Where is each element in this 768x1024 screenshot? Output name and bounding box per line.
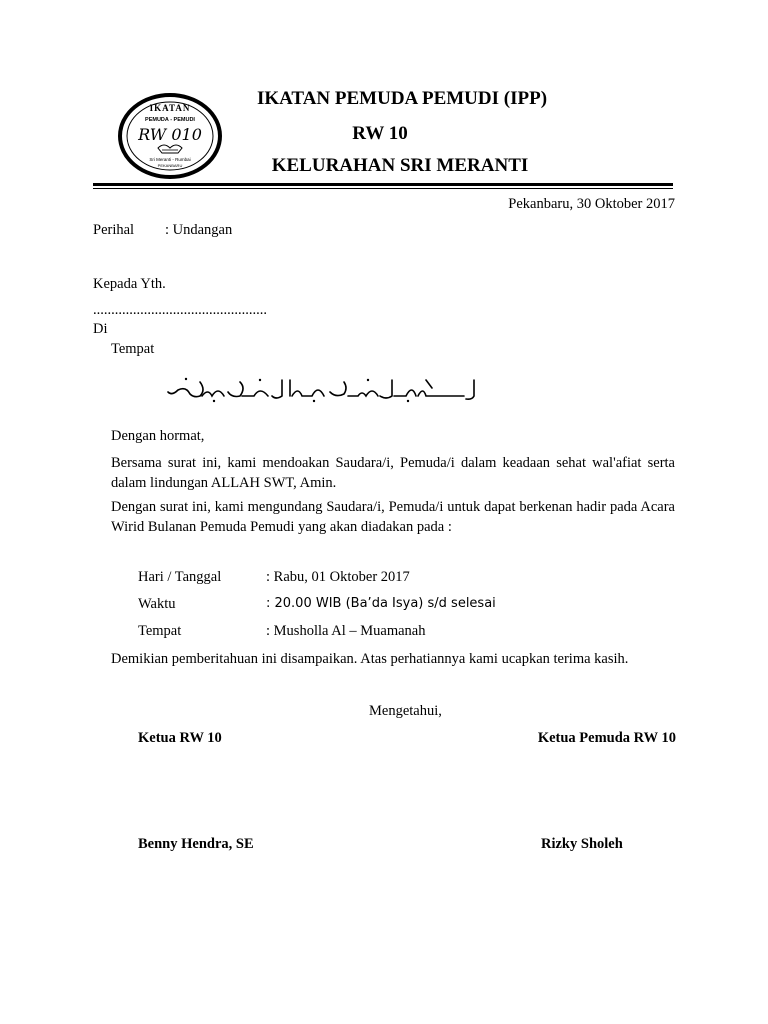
header-rule-thick [93, 183, 673, 186]
perihal-value: : Undangan [165, 222, 233, 238]
detail-label-tempat: Tempat [138, 623, 182, 639]
logo-bottom-text-1: Sri Meranti - Rumbai [149, 157, 191, 162]
detail-value-tempat: : Musholla Al – Muamanah [266, 623, 426, 639]
logo-bottom-text-2: PEKANBARU [157, 163, 183, 168]
logo-top-text: IKATAN [149, 103, 191, 113]
body-paragraph-2: Dengan surat ini, kami mengundang Saudara/i, Pemuda/i untuk dapat berkenan hadir pada Acara Wirid Bulanan Pemuda Pemudi yang akan diadakan pada : [111, 499, 675, 535]
mengetahui-label: Mengetahui, [369, 703, 442, 719]
di-label: Di [93, 321, 108, 337]
detail-value-waktu: : 20.00 WIB (Ba’da Isya) s/d selesai [266, 596, 496, 611]
detail-label-waktu: Waktu [138, 596, 176, 612]
detail-label-hari: Hari / Tanggal [138, 569, 222, 585]
arabic-greeting-calligraphy [164, 374, 480, 404]
body-paragraph-1: Bersama surat ini, kami mendoakan Saudara/i, Pemuda/i dalam keadaan sehat wal'afiat serta dalam lindungan ALLAH SWT, Amin. [111, 455, 675, 491]
perihal-label: Perihal [93, 222, 135, 238]
org-name: IKATAN PEMUDA PEMUDI (IPP) [256, 88, 548, 109]
signature-title-right: Ketua Pemuda RW 10 [537, 730, 676, 746]
recipient-placeholder: ................................................ [93, 302, 267, 318]
logo-main-text: RW 010 [138, 125, 202, 144]
signature-name-right: Rizky Sholeh [541, 836, 623, 852]
closing-sentence: Demikian pemberitahuan ini disampaikan. Atas perhatiannya kami ucapkan terima kasih. [111, 651, 629, 667]
signature-name-left: Benny Hendra, SE [138, 836, 254, 852]
salutation: Dengan hormat, [111, 428, 205, 444]
signature-title-left: Ketua RW 10 [138, 730, 222, 746]
logo-sub-text: PEMUDA - PEMUDI [145, 117, 195, 123]
header-rule-thin [93, 188, 673, 189]
ipp-logo [118, 93, 222, 179]
org-rw: RW 10 [352, 123, 408, 144]
kepada-yth: Kepada Yth. [93, 276, 166, 292]
tempat-label: Tempat [111, 341, 155, 357]
org-kelurahan: KELURAHAN SRI MERANTI [271, 155, 529, 176]
letter-date: Pekanbaru, 30 Oktober 2017 [508, 196, 675, 212]
detail-value-hari: : Rabu, 01 Oktober 2017 [266, 569, 410, 585]
